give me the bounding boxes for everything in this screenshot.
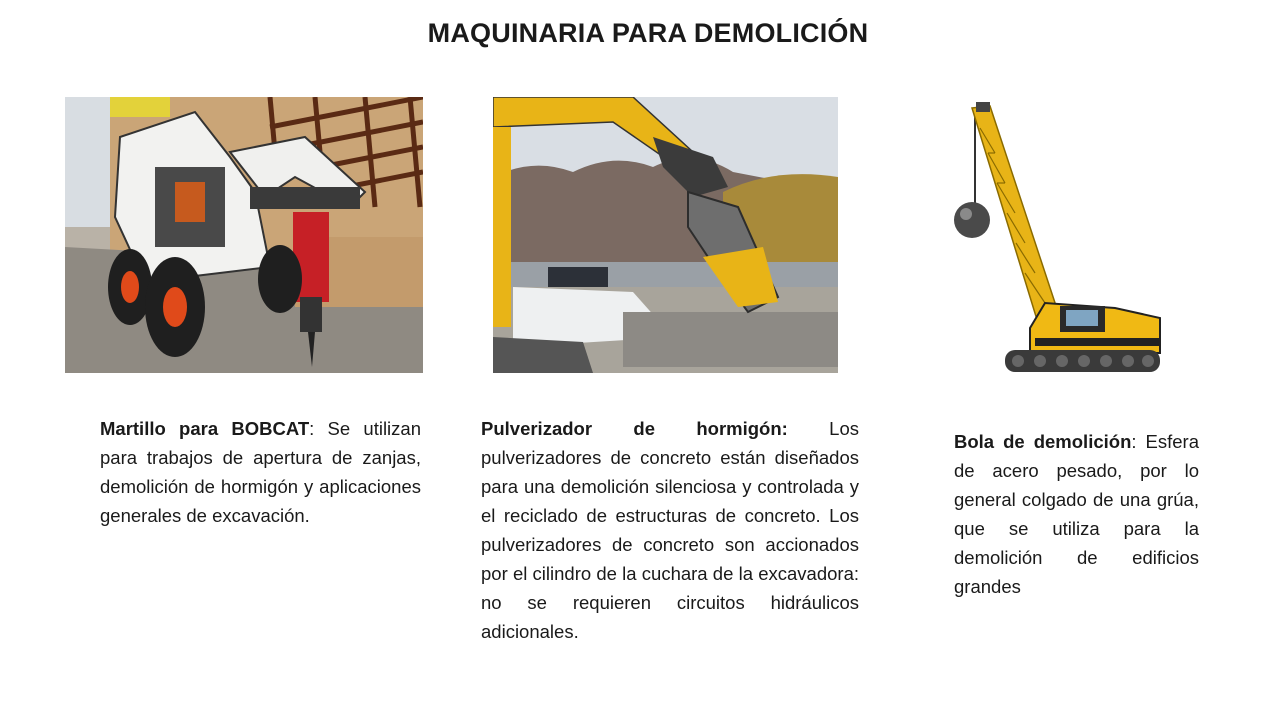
bobcat-hammer-photo [65,97,423,373]
term-wrecking-ball: Bola de demolición [954,431,1132,452]
description-concrete-pulverizer [481,414,859,646]
text-wrecking-ball: Esfera de acero pesado, por lo general colgado de una grúa, que se utiliza para la demolición de edificios grandes [954,431,1200,597]
text-concrete-pulverizer: Los pulverizadores de concreto están diseñados para una demolición silenciosa y controlada y el reciclado de estructuras de concreto. Los pulverizadores de concreto son accionados por el cilindro de la cuchara de la excavadora: no se requieren circuitos hidráulicos adicionales. [481,418,860,642]
term-concrete-pulverizer: Pulverizador de hormigón: [481,418,788,439]
text-bobcat-hammer: Se utilizan para trabajos de apertura de zanjas, demolición de hormigón y aplicaciones generales de excavación. [100,418,421,526]
concrete-pulverizer-photo [493,97,838,373]
description-wrecking-ball: Bola de demolición: Esfera de acero pesado, por lo general colgado de una grúa, que se utiliza para la demolición de edificios grandes [954,431,1200,597]
description-bobcat-hammer: Martillo para BOBCAT: Se utilizan para trabajos de apertura de zanjas, demolición de hormigón y aplicaciones generales de excavación. [100,418,421,526]
term-bobcat-hammer: Martillo para BOBCAT [100,418,310,439]
page-title: MAQUINARIA PARA DEMOLICIÓN [427,18,869,48]
wrecking-ball-crane-illustration [950,98,1165,380]
